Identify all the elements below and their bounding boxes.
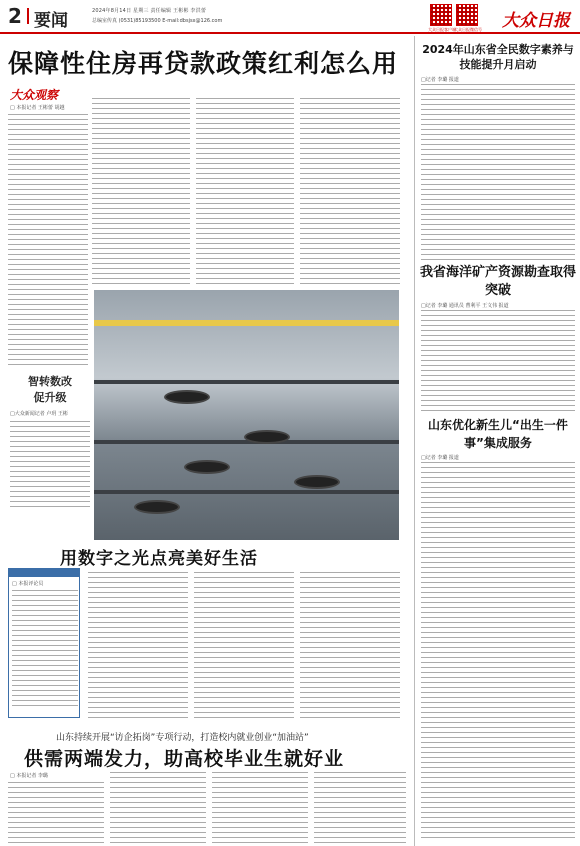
qr-code-icon[interactable] <box>456 4 478 26</box>
inset-box <box>10 374 90 511</box>
box-byline: □ 本报评论员 <box>12 581 44 587</box>
body-text <box>196 98 294 284</box>
byline: □记者 李璐 报道 <box>421 77 459 83</box>
editorial-headline[interactable]: 用数字之光点亮美好生活 <box>60 549 258 569</box>
subheadline: 山东持续开展“访企拓岗”专项行动，打造校内就业创业“加油站” <box>56 733 309 743</box>
qr-code-icon[interactable] <box>430 4 452 26</box>
main-column <box>0 36 410 846</box>
body-text <box>194 572 294 720</box>
side-story-title[interactable]: 我省海洋矿产资源勘查取得突破 <box>419 265 576 298</box>
section-label: 要闻 <box>34 6 68 31</box>
body-text <box>88 572 188 720</box>
body-text <box>421 310 575 412</box>
body-text <box>10 421 90 511</box>
masthead-logo: 大众日报 <box>502 11 570 31</box>
body-text <box>300 572 400 720</box>
body-text <box>8 782 104 844</box>
contact-meta: 总编室传真 (0531)85193500 E-mail:dbsjsx@126.com <box>92 18 223 24</box>
editorial-box <box>8 568 80 718</box>
inset-title: 智转数改 促升级 <box>28 375 72 404</box>
page-header <box>0 0 580 34</box>
body-text <box>12 590 78 710</box>
issue-meta: 2024年8月14日 星期三 责任编辑 王彬彬 李洪蕾 <box>92 8 207 14</box>
body-text <box>92 98 190 284</box>
byline: □记者 李璐 通讯员 曹利平 王文伟 报道 <box>421 303 509 309</box>
body-text <box>421 84 575 264</box>
body-text <box>8 114 88 369</box>
lead-headline[interactable]: 保障性住房再贷款政策红利怎么用 <box>8 49 399 78</box>
story-headline[interactable]: 供需两端发力，助高校毕业生就好业 <box>24 748 345 770</box>
side-story-title[interactable]: 2024年山东省全民数字素养与技能提升月启动 <box>422 43 574 71</box>
body-text <box>314 772 406 844</box>
body-text <box>110 772 206 844</box>
page-number: 2 <box>8 4 22 28</box>
body-text <box>300 98 400 284</box>
body-text <box>212 772 308 844</box>
byline: □ 本报记者 李璐 <box>10 773 48 779</box>
column-tag: 大众观察 <box>10 88 59 102</box>
byline: □记者 李璐 报道 <box>421 455 459 461</box>
side-story-title[interactable]: 山东优化新生儿“出生一件事”集成服务 <box>428 418 568 450</box>
factory-photo <box>94 290 399 540</box>
inset-byline: □大众新闻记者 卢玥 王彬 <box>10 411 68 417</box>
side-column <box>414 36 580 846</box>
qr-caption: 大众日报微信号 <box>454 27 482 32</box>
qr-caption: 大众日报客户端 <box>428 27 456 32</box>
byline: □ 本报记者 王彬蕾 胡越 <box>10 105 65 111</box>
body-text <box>421 462 575 842</box>
